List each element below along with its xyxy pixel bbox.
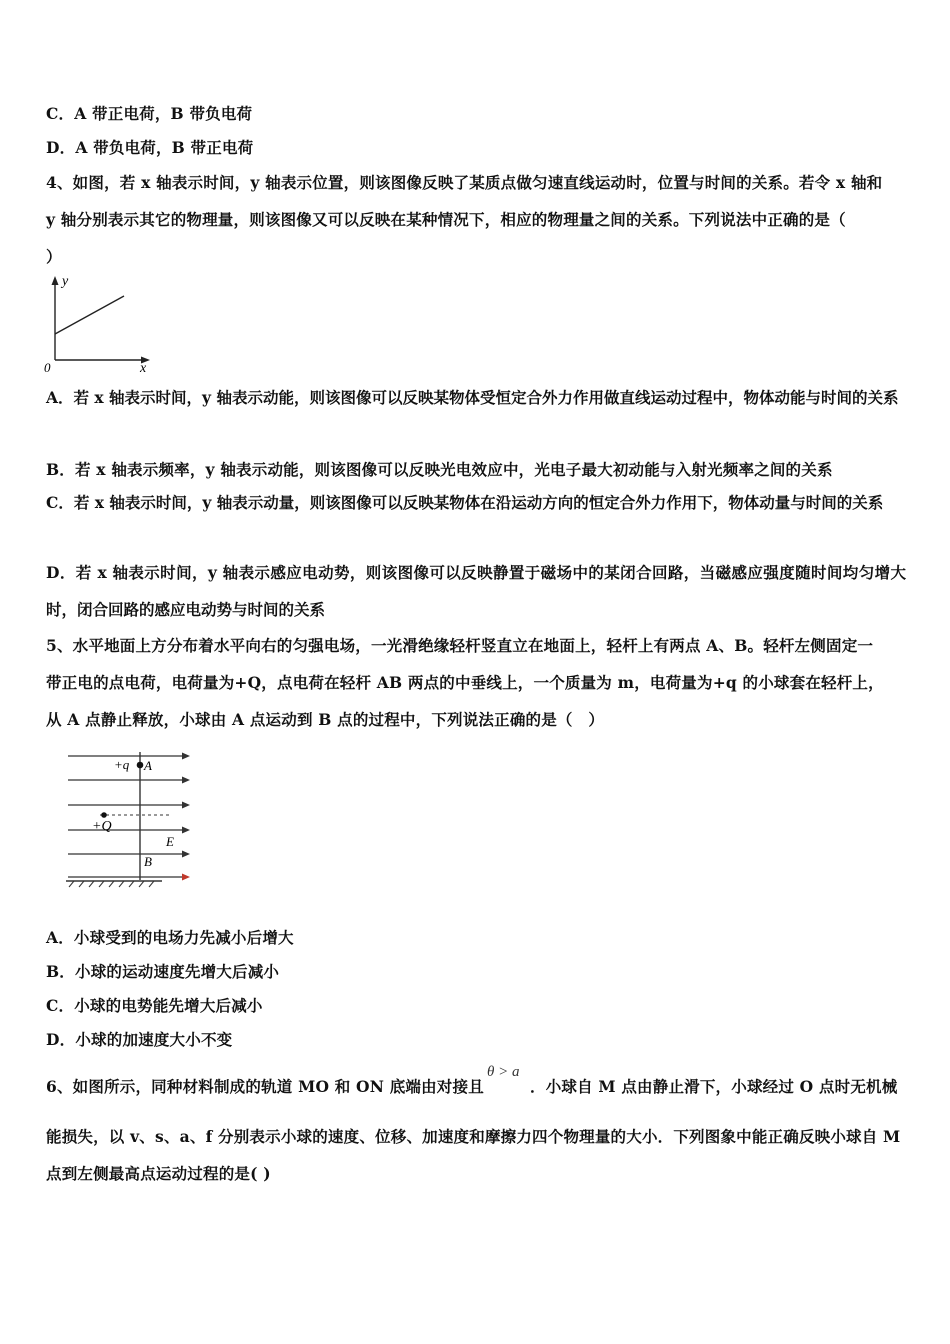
ball-at-a (137, 762, 144, 769)
x-axis-label: x (140, 361, 147, 376)
label-plus-q: +q (114, 757, 130, 772)
q4-option-b: B．若 x 轴表示频率，y 轴表示动能，则该图像可以反映光电效应中，光电子最大初动能与入射光频率之间的关系 (46, 460, 833, 479)
label-e: E (166, 834, 174, 849)
q5-option-d: D．小球的加速度大小不变 (46, 1030, 233, 1049)
label-b: B (144, 854, 152, 869)
q5-option-a: A．小球受到的电场力先减小后增大 (46, 928, 294, 947)
q4-stem-line-3: ） (46, 247, 62, 266)
q6-stem-line-2: 能损失，以 v、s、a、f 分别表示小球的速度、位移、加速度和摩擦力四个物理量的大小．下列图象中能正确反映小球自 M (46, 1127, 901, 1146)
y-axis-label: y (62, 274, 69, 289)
graph-line (55, 296, 124, 334)
label-plus-big-q: +Q (92, 819, 112, 834)
y-axis-arrow-icon (52, 276, 59, 285)
q5-electric-field-figure (60, 748, 205, 890)
q6-stem-line-3: 点到左侧最高点运动过程的是( ) (46, 1164, 271, 1183)
q3-option-c: C．A 带正电荷，B 带负电荷 (46, 104, 253, 123)
q5-option-c: C．小球的电势能先增大后减小 (46, 996, 263, 1015)
q6-stem-line-1b: ．小球自 M 点由静止滑下，小球经过 O 点时无机械 (530, 1077, 898, 1096)
q5-option-b: B．小球的运动速度先增大后减小 (46, 962, 280, 981)
q3-option-d: D．A 带负电荷，B 带正电荷 (46, 138, 254, 157)
label-a: A (144, 758, 152, 773)
q4-linear-graph (40, 268, 160, 376)
q5-stem-line-1: 5、水平地面上方分布着水平向右的匀强电场，一光滑绝缘轻杆竖直立在地面上，轻杆上有两点 A、B。轻杆左侧固定一 (46, 636, 874, 655)
q4-option-d: D．若 x 轴表示时间，y 轴表示感应电动势，则该图像可以反映静置于磁场中的某闭合回路，当磁感应强度随时间均匀增大时，闭合回路的感应电动势与时间的关系 (46, 563, 906, 619)
q4-option-a: A．若 x 轴表示时间，y 轴表示动能，则该图像可以反映某物体受恒定合外力作用做直线运动过程中，物体动能与时间的关系 (46, 388, 899, 407)
q5-stem-line-3: 从 A 点静止释放，小球由 A 点运动到 B 点的过程中，下列说法正确的是（ ） (46, 710, 605, 729)
q4-option-c: C．若 x 轴表示时间，y 轴表示动量，则该图像可以反映某物体在沿运动方向的恒定合外力作用下，物体动量与时间的关系 (46, 493, 884, 512)
q6-stem-line-1a: 6、如图所示，同种材料制成的轨道 MO 和 ON 底端由对接且 (46, 1077, 484, 1096)
origin-label: 0 (44, 360, 51, 375)
ground-hatching (69, 881, 154, 887)
field-lines (68, 756, 184, 877)
q4-stem-line-2: y 轴分别表示其它的物理量，则该图像又可以反映在某种情况下，相应的物理量之间的关系。下列说法中正确的是（ (46, 210, 846, 229)
q5-stem-line-2: 带正电的点电荷，电荷量为+Q，点电荷在轻杆 AB 两点的中垂线上，一个质量为 m，电荷量为+q 的小球套在轻杆上， (46, 673, 884, 692)
field-arrow-icons (182, 753, 190, 881)
theta-greater-than-a: θ > a (487, 1064, 520, 1080)
q4-stem-line-1: 4、如图，若 x 轴表示时间，y 轴表示位置，则该图像反映了某质点做匀速直线运动时，位置与时间的关系。若令 x 轴和 (46, 173, 883, 192)
point-charge-q (101, 812, 107, 818)
